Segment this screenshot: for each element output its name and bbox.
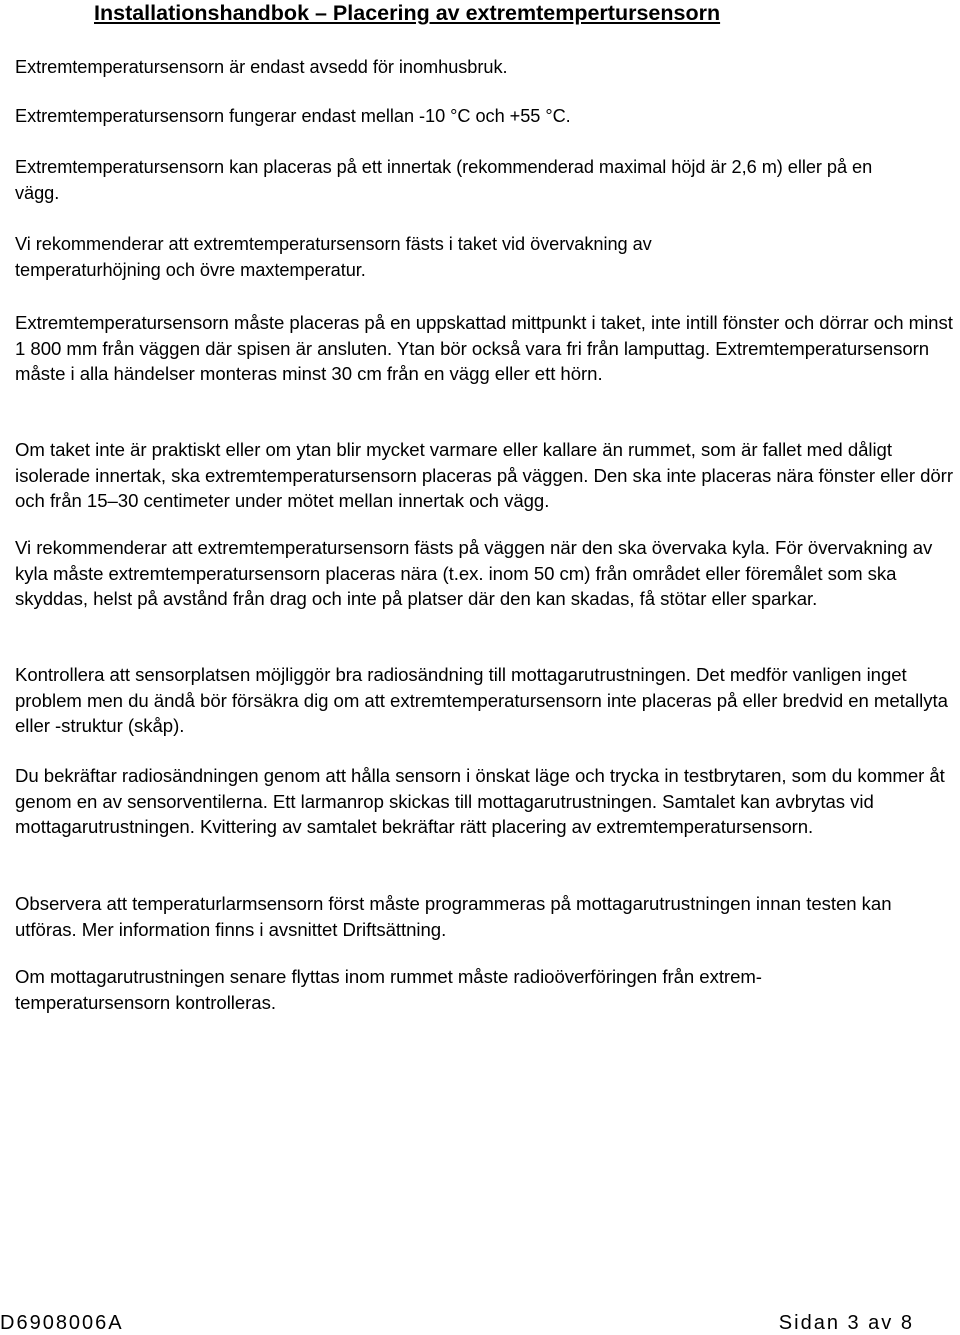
- paragraph-temperature-range: Extremtemperatursensorn fungerar endast mellan -10 °C och +55 °C.: [15, 106, 571, 126]
- paragraph-relocation-note: Om mottagarutrustningen senare flyttas inom rummet måste radioöverföringen från extrem- temperatursensorn kontrolleras.: [15, 966, 762, 1013]
- paragraph-ceiling-placement: Extremtemperatursensorn måste placeras på en uppskattad mittpunkt i taket, inte intill fönster och dörrar och minst 1 800 mm från väggen där spisen är ansluten. Ytan bör också vara fri från lamputtag. Extremtemperatursensorn måste i alla händelser monteras minst 30 cm från en vägg eller ett hörn.: [15, 312, 953, 384]
- paragraph-programming-note: Observera att temperaturlarmsensorn först måste programmeras på mottagarutrustningen innan testen kan utföras. Mer information finns i avsnittet Driftsättning.: [15, 893, 892, 940]
- page-title: Installationshandbok – Placering av extremtempertursensorn: [94, 1, 721, 25]
- paragraph-mounting-options: Extremtemperatursensorn kan placeras på ett innertak (rekommenderad maximal höjd är 2,6 m) eller på en vägg.: [15, 157, 873, 203]
- paragraph-indoor-use: Extremtemperatursensorn är endast avsedd för inomhusbruk.: [15, 57, 508, 77]
- paragraph-ceiling-recommendation: Vi rekommenderar att extremtemperatursensorn fästs i taket vid övervakning av temperaturhöjning och övre maxtemperatur.: [15, 234, 652, 280]
- paragraph-radio-test: Du bekräftar radiosändningen genom att hålla sensorn i önskat läge och trycka in testbrytaren, som du kommer åt genom en av sensorventilerna. Ett larmanrop skickas till mottagarutrustningen. Samtalet kan avbrytas vid mottagarutrustningen. Kvittering av samtalet bekräftar rätt placering av extremtemperatursensorn.: [15, 765, 945, 837]
- paragraph-wall-placement: Om taket inte är praktiskt eller om ytan blir mycket varmare eller kallare än rummet, som är fallet med dåligt isolerade innertak, ska extremtemperatursensorn placeras på väggen. Den ska inte placeras nära fönster eller dörr och från 15–30 centimeter under mötet mellan innertak och vägg.: [15, 439, 953, 511]
- page-number: Sidan 3 av 8: [778, 1312, 914, 1334]
- paragraph-radio-check: Kontrollera att sensorplatsen möjliggör bra radiosändning till mottagarutrustningen. Det medför vanligen inget problem men du ändå bör försäkra dig om att extremtemperatursensorn inte placeras på eller bredvid en metallyta eller -struktur (skåp).: [15, 664, 948, 736]
- paragraph-cold-monitoring: Vi rekommenderar att extremtemperatursensorn fästs på väggen när den ska övervaka kyla. För övervakning av kyla måste extremtemperatursensorn placeras nära (t.ex. inom 50 cm) från området eller föremålet som ska skyddas, helst på avstånd från drag och inte på platser där den kan skadas, få stötar eller sparkar.: [15, 537, 933, 609]
- document-id: D6908006A: [0, 1312, 124, 1334]
